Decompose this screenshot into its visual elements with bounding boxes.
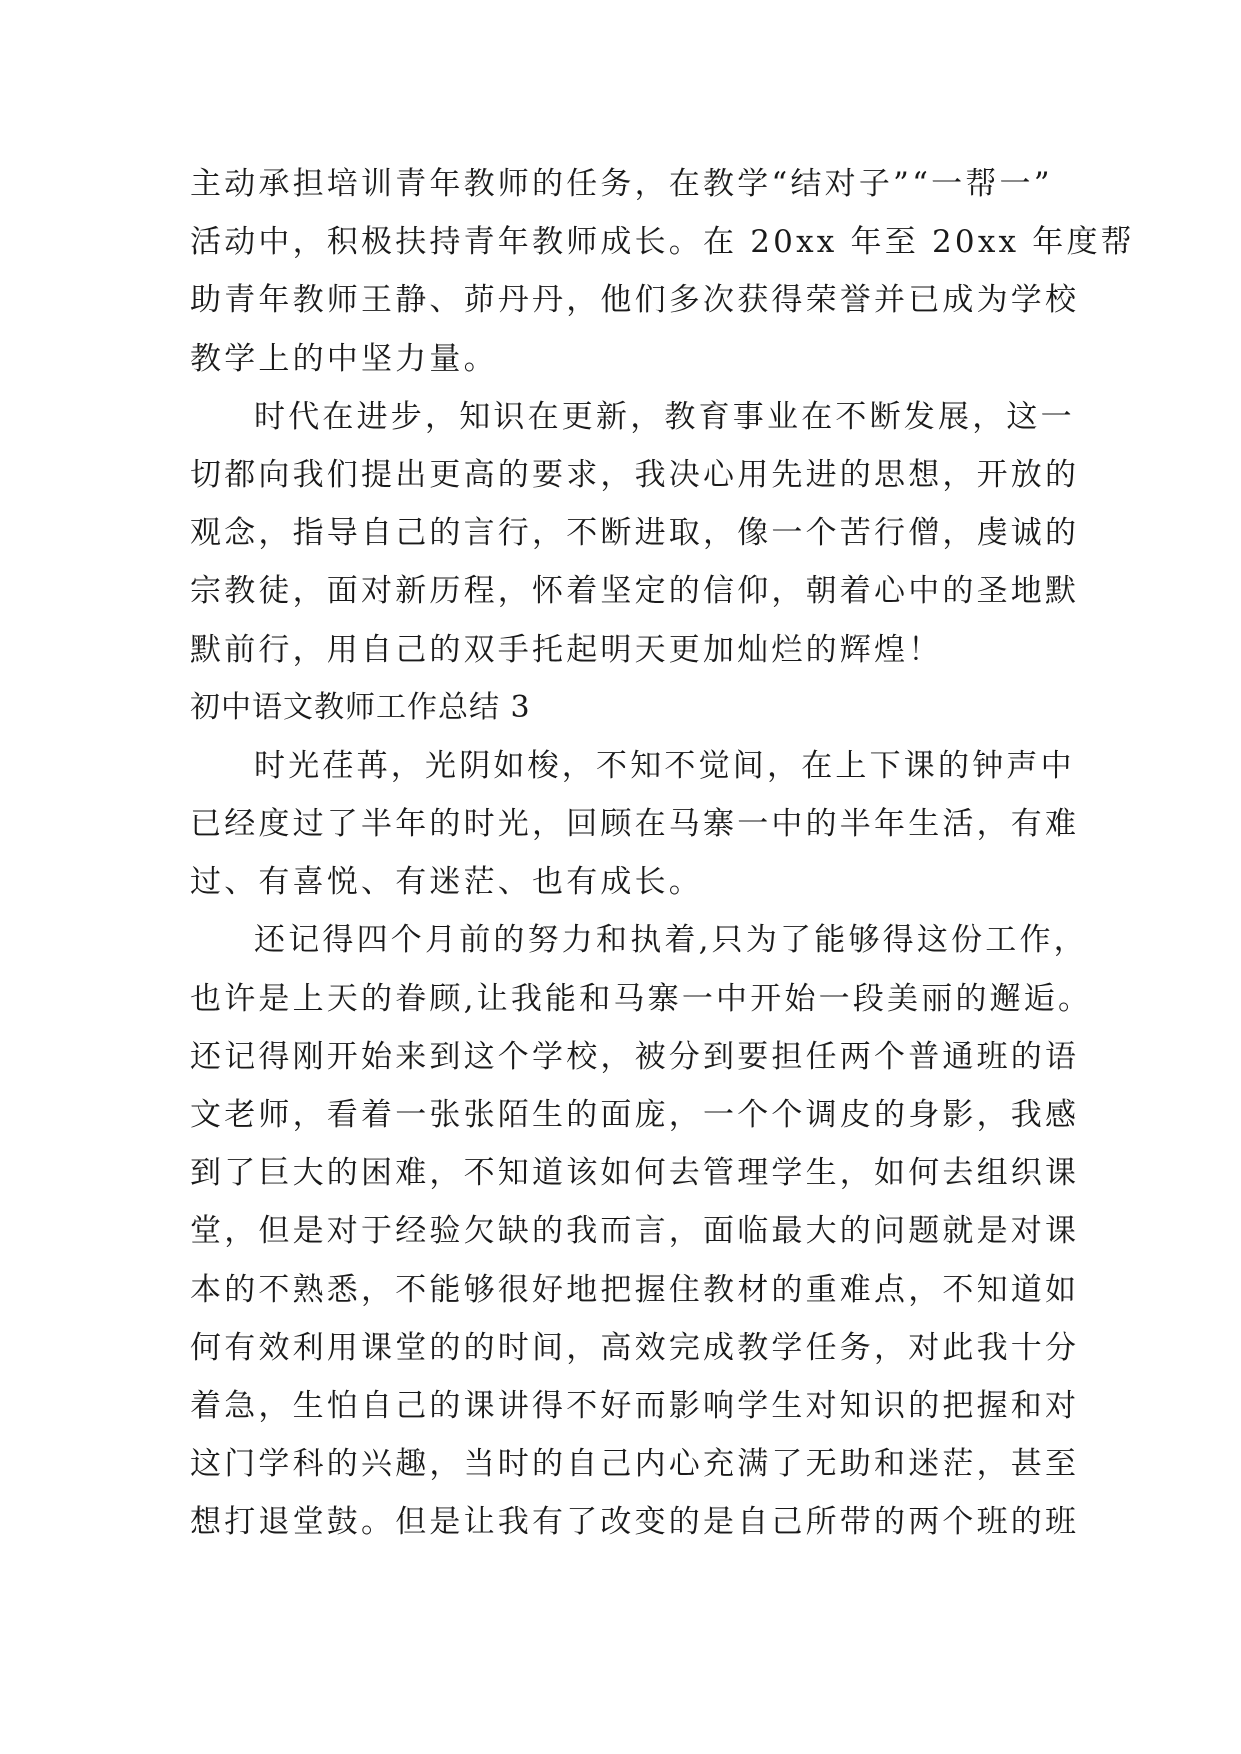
text-line: 文老师，看着一张张陌生的面庞，一个个调皮的身影，我感 xyxy=(190,1097,1080,1133)
text-line: 着急，生怕自己的课讲得不好而影响学生对知识的把握和对 xyxy=(190,1387,1080,1424)
text-line: 想打退堂鼓。但是让我有了改变的是自己所带的两个班的班 xyxy=(190,1504,1080,1541)
text-line: 默前行，用自己的双手托起明天更加灿烂的辉煌！ xyxy=(190,631,943,668)
text-line: 还记得刚开始来到这个学校，被分到要担任两个普通班的语 xyxy=(190,1038,1080,1075)
text-line: 宗教徒，面对新历程，怀着坚定的信仰，朝着心中的圣地默 xyxy=(190,573,1080,610)
text-line: 助青年教师王静、茆丹丹，他们多次获得荣誉并已成为学校 xyxy=(190,282,1080,319)
text-line: 教学上的中坚力量。 xyxy=(190,340,498,377)
text-line: 何有效利用课堂的的时间，高效完成教学任务，对此我十分 xyxy=(190,1329,1080,1366)
text-line: 切都向我们提出更高的要求，我决心用先进的思想，开放的 xyxy=(190,456,1080,493)
section-heading: 初中语文教师工作总结 3 xyxy=(190,689,531,725)
paragraph-first-line: 时光荏苒，光阴如梭，不知不觉间，在上下课的钟声中 xyxy=(254,747,1075,784)
text-line: 观念，指导自己的言行，不断进取，像一个苦行僧，虔诚的 xyxy=(190,515,1080,552)
text-line: 主动承担培训青年教师的任务，在教学“结对子”“一帮一” xyxy=(190,166,1053,202)
document-body xyxy=(190,155,1135,1552)
text-line: 到了巨大的困难，不知道该如何去管理学生，如何去组织课 xyxy=(190,1155,1080,1192)
text-line: 也许是上天的眷顾,让我能和马寨一中开始一段美丽的邂逅。 xyxy=(190,980,1093,1017)
paragraph-first-line: 时代在进步，知识在更新，教育事业在不断发展，这一 xyxy=(254,398,1075,435)
text-line: 堂，但是对于经验欠缺的我而言，面临最大的问题就是对课 xyxy=(190,1213,1080,1250)
text-line: 本的不熟悉，不能够很好地把握住教材的重难点，不知道如 xyxy=(190,1271,1080,1308)
text-line: 活动中，积极扶持青年教师成长。在 20xx 年至 20xx 年度帮 xyxy=(190,224,1135,261)
text-line: 过、有喜悦、有迷茫、也有成长。 xyxy=(190,864,703,901)
text-line: 已经度过了半年的时光，回顾在马寨一中的半年生活，有难 xyxy=(190,806,1080,843)
text-line: 这门学科的兴趣，当时的自己内心充满了无助和迷茫，甚至 xyxy=(190,1446,1080,1483)
paragraph-first-line: 还记得四个月前的努力和执着,只为了能够得这份工作， xyxy=(254,922,1088,959)
